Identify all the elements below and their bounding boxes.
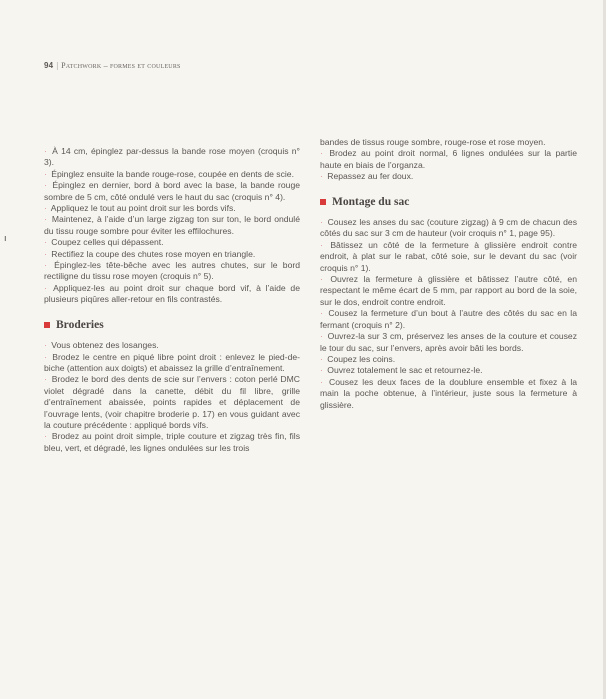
instruction-text: Ouvrez la fermeture à glissière et bâtissez l’autre côté, en respectant le même écart de 5 mm, par rapport au bord de la soie, sur le dos, endroit contre endroit. [320, 274, 577, 307]
section-heading-montage [320, 197, 577, 208]
instruction-text: Ouvrez totalement le sac et retournez-le. [327, 365, 483, 376]
instruction-item [320, 308, 577, 331]
instruction-text: Vous obtenez des losanges. [51, 340, 159, 351]
instruction-item [44, 169, 300, 180]
bullet-dot-icon: · [44, 237, 47, 248]
running-header [44, 61, 181, 70]
instruction-item [44, 249, 300, 260]
instruction-item [320, 274, 577, 308]
red-square-bullet-icon [320, 199, 326, 205]
bullet-dot-icon: · [320, 353, 323, 364]
instruction-item [44, 180, 300, 203]
bullet-dot-icon: · [44, 431, 47, 442]
bullet-dot-icon: · [320, 171, 323, 182]
instruction-text: Repassez au fer doux. [327, 171, 414, 182]
bullet-dot-icon: · [320, 308, 323, 319]
instruction-text: Épinglez-les tête-bêche avec les autres chutes, sur le bord rectiligne du tissu rose moyen (croquis n° 5). [44, 260, 300, 282]
instruction-item [320, 365, 577, 376]
instruction-item [320, 377, 577, 411]
instruction-item [44, 146, 300, 169]
instruction-list [320, 217, 577, 411]
instruction-text: Brodez le bord des dents de scie sur l’envers : coton perlé DMC violet dégradé dans la canette, débit du fil libre, grille d’entraînement abaissée, points rapides et déplacement de l’ouvrage lents, (voir chapitre broderie p. 17) en vous guidant avec la couture précédente : appliqué bords vifs. [44, 374, 300, 430]
instruction-text: Coupez celles qui dépassent. [51, 237, 164, 248]
instruction-item [44, 352, 300, 375]
instruction-item [44, 237, 300, 248]
instruction-text: Épinglez en dernier, bord à bord avec la base, la bande rouge sombre de 5 cm, côté ondulé vers le haut du sac (croquis n° 4). [44, 180, 300, 202]
bullet-dot-icon: · [44, 214, 47, 225]
instruction-text: Brodez au point droit simple, triple couture et zigzag très fin, fils bleu, vert, et dégradé, les lignes ondulées sur les trois [44, 431, 300, 453]
bullet-dot-icon: · [320, 331, 323, 342]
instruction-item [44, 203, 300, 214]
instruction-item [44, 283, 300, 306]
bullet-dot-icon: · [44, 374, 47, 385]
page-number: 94 [44, 61, 54, 70]
bullet-dot-icon: · [320, 365, 323, 376]
instruction-list [320, 148, 577, 182]
instruction-text: Bâtissez un côté de la fermeture à glissière endroit contre endroit, à plat sur le rabat, côté soie, sur le devant du sac (voir croquis n° 1). [320, 239, 577, 273]
instruction-text: Appliquez-les au point droit sur chaque bord vif, à l’aide de plusieurs piqûres aller-retour en fils contrastés. [44, 282, 300, 305]
instruction-item [320, 240, 577, 274]
instruction-item [44, 260, 300, 283]
instruction-item [320, 148, 577, 171]
instruction-item [320, 217, 577, 240]
margin-mark: ı [4, 233, 7, 243]
bullet-dot-icon: · [44, 203, 47, 214]
header-separator: | [56, 61, 59, 70]
instruction-text: Appliquez le tout au point droit sur les bords vifs. [50, 203, 236, 214]
instruction-item [320, 171, 577, 182]
instruction-item [44, 431, 300, 454]
instruction-text: Cousez la fermeture d’un bout à l’autre des côtés du sac en la fermant (croquis n° 2). [320, 308, 577, 330]
instruction-text: Maintenez, à l’aide d’un large zigzag ton sur ton, le bord ondulé du tissu rouge sombre pour éviter les effilochures. [44, 214, 300, 236]
instruction-text: Brodez au point droit normal, 6 lignes ondulées sur la partie haute en biais de l’organza. [320, 148, 577, 170]
right-column [320, 137, 577, 411]
bullet-dot-icon: · [320, 239, 323, 250]
instruction-text: Brodez le centre en piqué libre point droit : enlevez le pied-de-biche (attention aux doigts) et abaissez la grille d’entraînement. [44, 351, 300, 373]
running-title: Patchwork – formes et couleurs [61, 61, 181, 70]
instruction-list [44, 146, 300, 306]
instruction-list [44, 340, 300, 454]
section-heading-broderies [44, 320, 300, 331]
bullet-dot-icon: · [44, 282, 47, 293]
bullet-dot-icon: · [44, 146, 47, 156]
instruction-item [44, 374, 300, 431]
bullet-dot-icon: · [320, 217, 323, 228]
paragraph-continuation: bandes de tissus rouge sombre, rouge-rose et rose moyen. [320, 137, 546, 147]
bullet-dot-icon: · [44, 351, 47, 362]
section-title: Montage du sac [332, 195, 410, 208]
bullet-dot-icon: · [44, 340, 47, 351]
instruction-text: À 14 cm, épinglez par-dessus la bande rose moyen (croquis n° 3). [44, 146, 300, 168]
instruction-text: Rectifiez la coupe des chutes rose moyen en triangle. [51, 248, 256, 259]
bullet-dot-icon: · [44, 180, 47, 191]
instruction-text: Coupez les coins. [327, 353, 396, 364]
left-column [44, 146, 300, 454]
instruction-item [320, 331, 577, 354]
instruction-item [44, 340, 300, 351]
instruction-text: Cousez les anses du sac (couture zigzag) à 9 cm de chacun des côtés du sac sur 3 cm de hauteur (voir croquis n° 1, page 95). [320, 217, 578, 239]
instruction-text: Épinglez ensuite la bande rouge-rose, coupée en dents de scie. [51, 168, 294, 179]
bullet-dot-icon: · [44, 248, 47, 259]
red-square-bullet-icon [44, 322, 50, 328]
bullet-dot-icon: · [320, 376, 323, 387]
bullet-dot-icon: · [44, 168, 47, 179]
bullet-dot-icon: · [320, 274, 323, 285]
instruction-text: Cousez les deux faces de la doublure ensemble et fixez à la main la poche obtenue, à l’intérieur, juste sous la fermeture à glissière. [320, 376, 578, 410]
instruction-item [44, 214, 300, 237]
instruction-item [320, 354, 577, 365]
instruction-text: Ouvrez-la sur 3 cm, préservez les anses de la couture et cousez le tour du sac, sur l’envers, après avoir bâti les bords. [320, 331, 577, 353]
bullet-dot-icon: · [44, 260, 47, 271]
section-title: Broderies [56, 318, 104, 331]
bullet-dot-icon: · [320, 148, 323, 159]
